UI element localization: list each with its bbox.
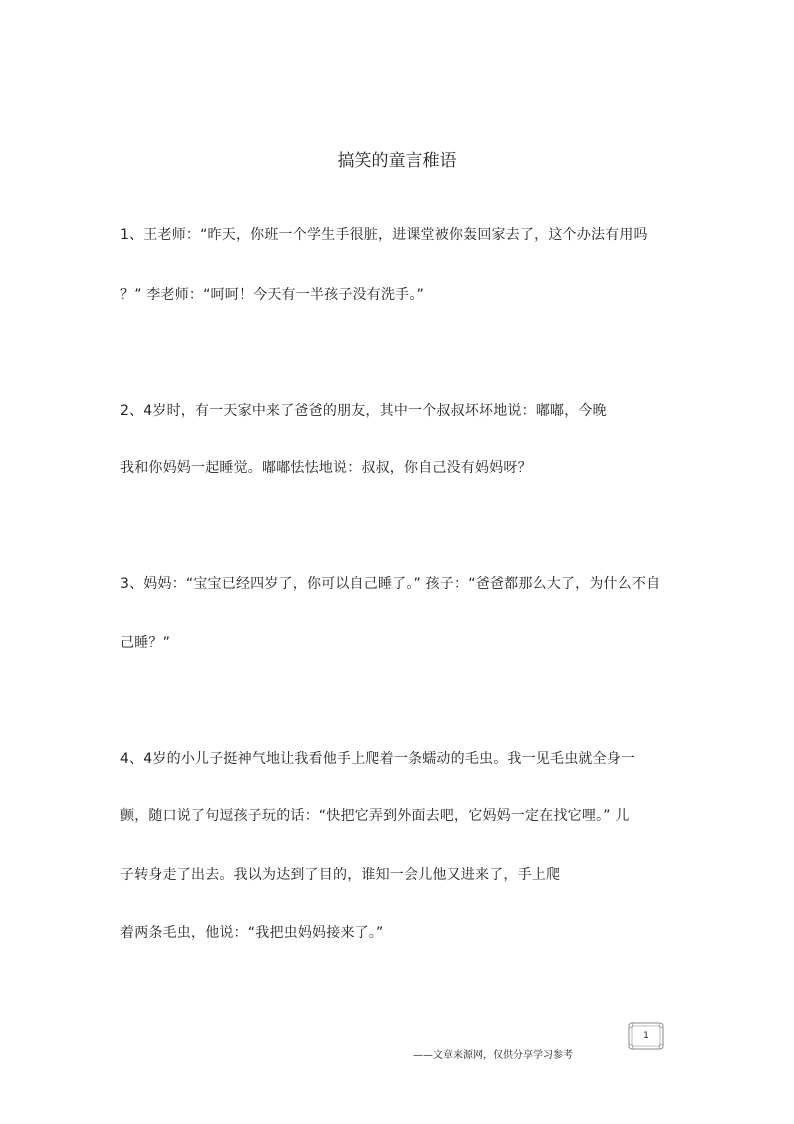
paragraph-4-line-4: 着两条毛虫，他说：“我把虫妈妈接来了。” [120,925,384,941]
paragraph-4-line-3: 子转身走了出去。我以为达到了目的，谁知一会儿他又进来了，手上爬 [120,867,561,883]
page-number-badge [628,1022,664,1050]
paragraph-1-line-2: ？” 李老师：“呵呵！今天有一半孩子没有洗手。” [120,287,425,303]
page-number: 1 [643,1031,649,1041]
paragraph-4-line-2: 颤，随口说了句逗孩子玩的话：“快把它弄到外面去吧，它妈妈一定在找它哩。” 儿 [120,808,630,824]
paragraph-3-line-2: 己睡？” [120,635,171,651]
paragraph-2-line-1: 2、4岁时，有一天家中来了爸爸的朋友，其中一个叔叔坏坏地说：嘟嘟，今晚 [120,403,607,419]
paragraph-3-line-1: 3、妈妈：“宝宝已经四岁了，你可以自己睡了。” 孩子：“爸爸都那么大了，为什么不自 [120,576,661,592]
paragraph-1-line-1: 1、王老师：“昨天，你班一个学生手很脏，进课堂被你轰回家去了，这个办法有用吗 [120,227,648,243]
paragraph-2-line-2: 我和你妈妈一起睡觉。嘟嘟怯怯地说：叔叔，你自己没有妈妈呀？ [120,460,532,476]
footer-source-text: ——文章来源网，仅供分享学习参考 [413,1050,573,1061]
paragraph-4-line-1: 4、4岁的小儿子挺神气地让我看他手上爬着一条蠕动的毛虫。我一见毛虫就全身一 [120,751,636,767]
page-title: 搞笑的童言稚语 [337,151,457,171]
